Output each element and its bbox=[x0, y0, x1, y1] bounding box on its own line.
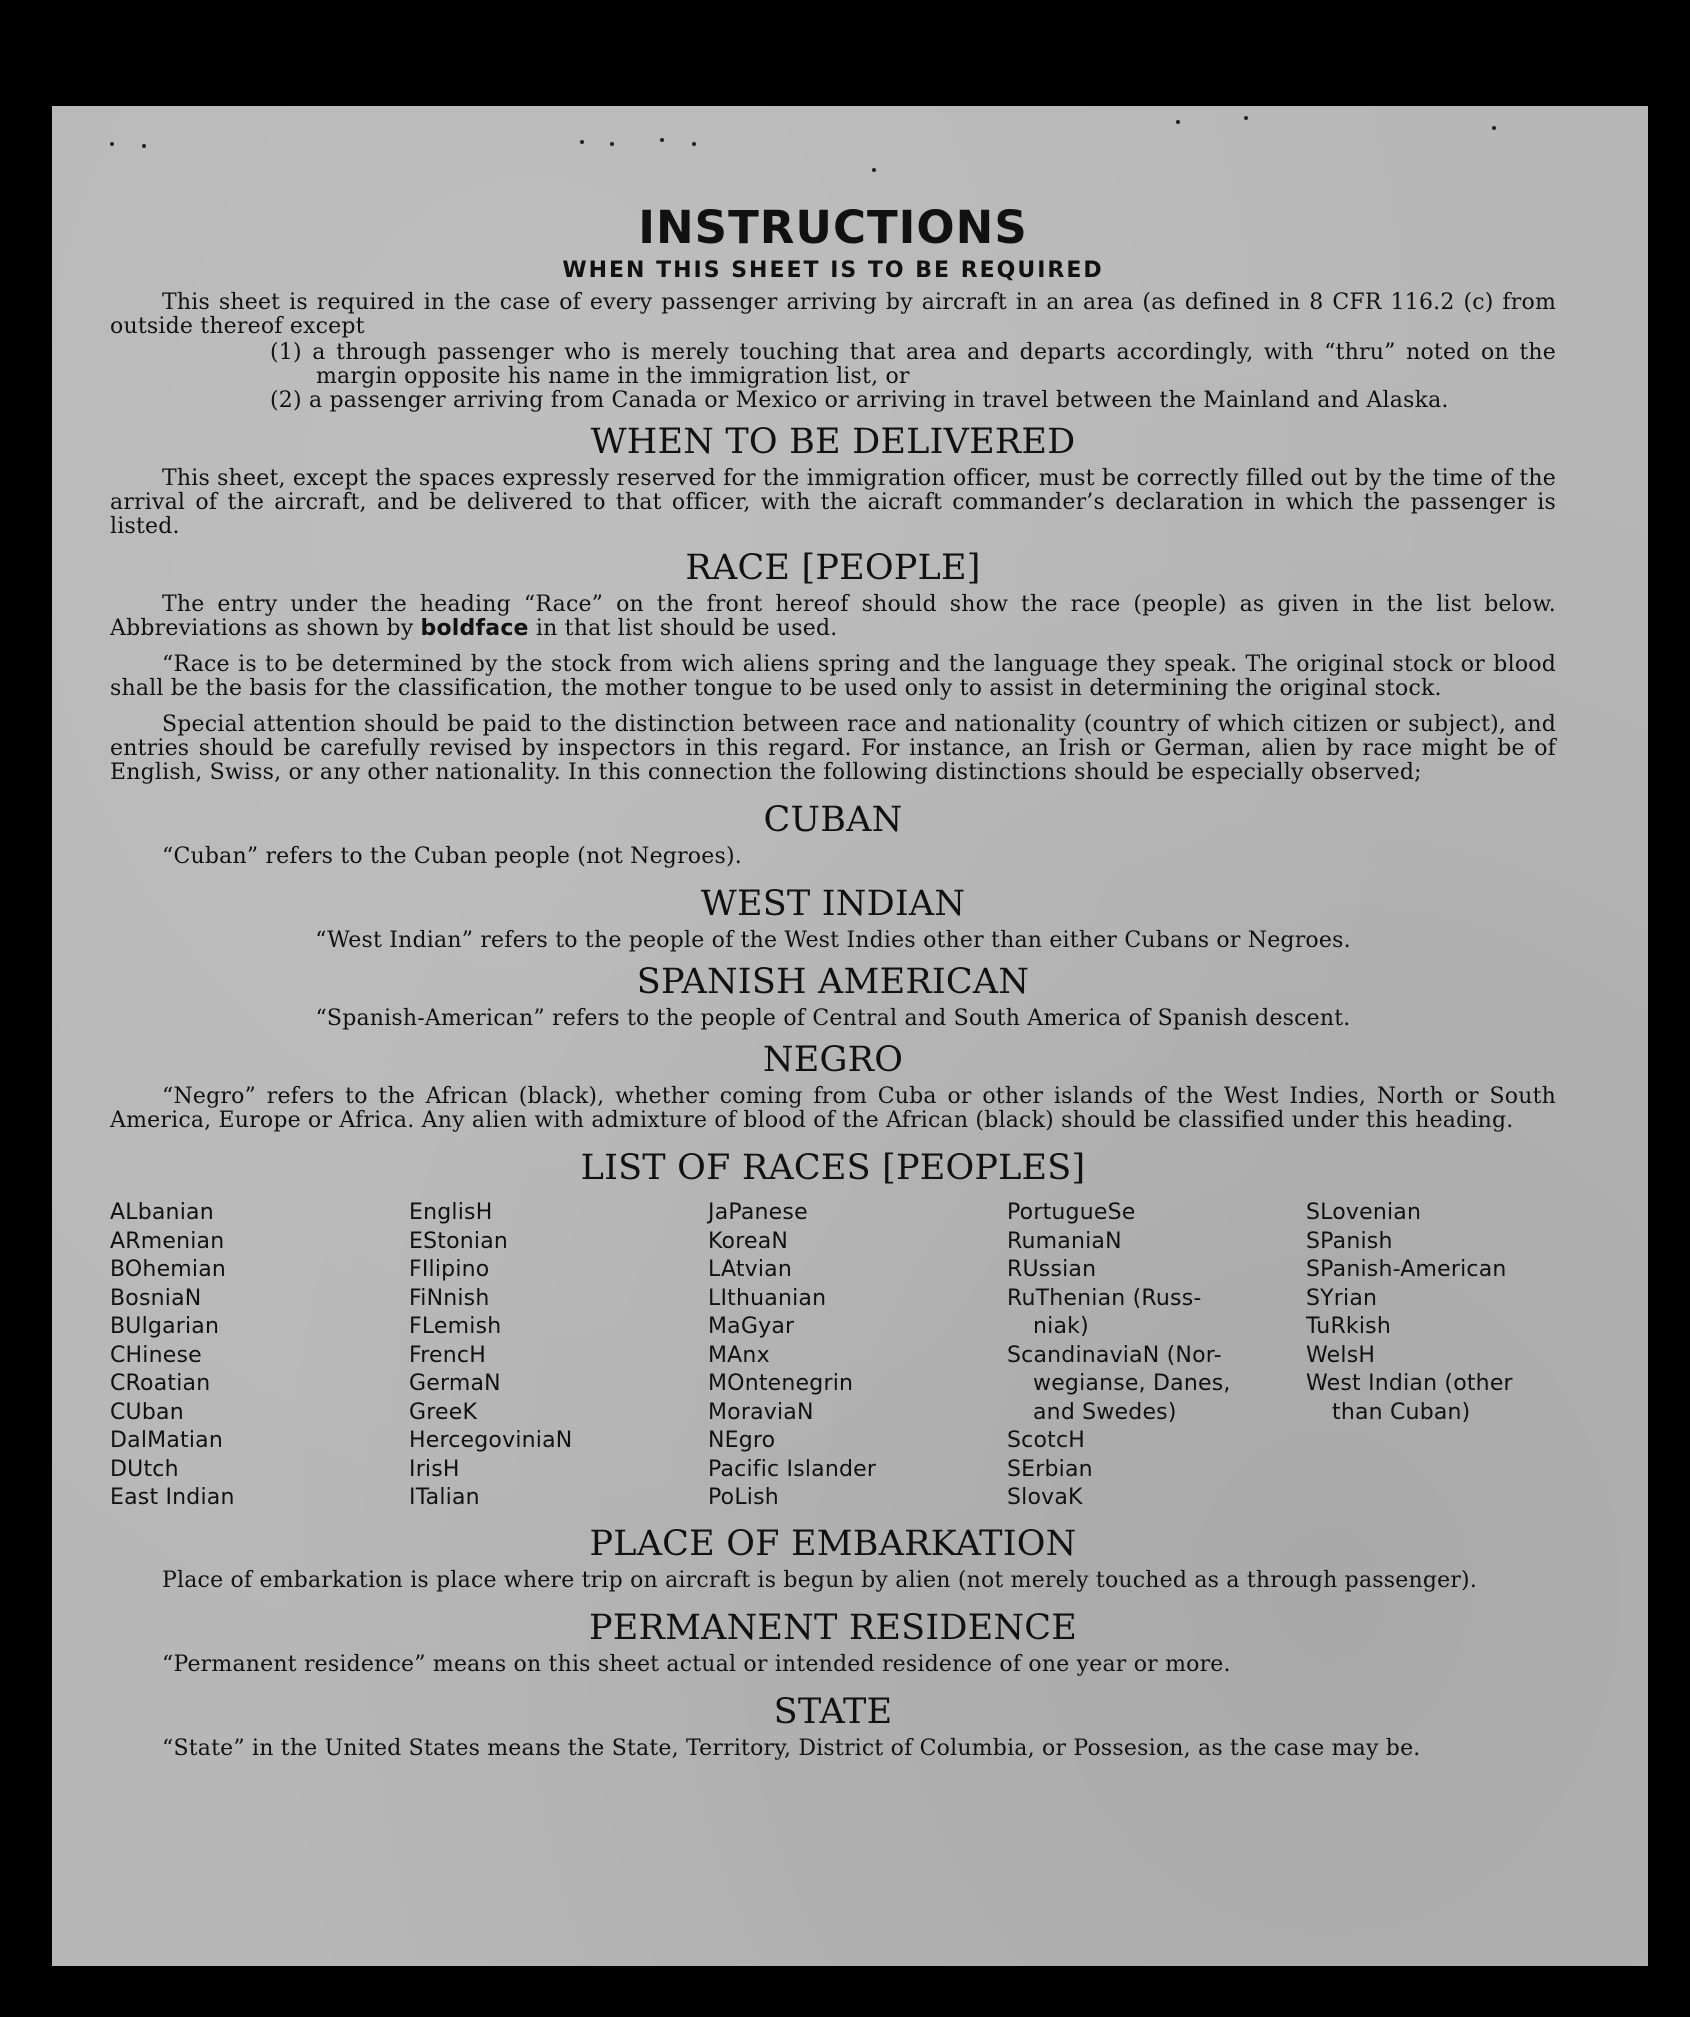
race-entry: GreeK bbox=[409, 1399, 478, 1425]
race-entry: LIthuanian bbox=[708, 1285, 827, 1311]
race-entry: SYrian bbox=[1306, 1285, 1378, 1311]
race-paragraph-1 bbox=[110, 593, 1556, 641]
race-entry: RuThenian (Russ- bbox=[1007, 1285, 1202, 1311]
race-paragraph-2: “Race is to be determined by the stock from wich aliens spring and the language they speak. The original stock or blood shall be the basis for the classification, the mother tongue to be used only to assist in determining the original stock. bbox=[110, 652, 1556, 701]
race-column-2 bbox=[409, 1199, 699, 1513]
race-entry-continued: niak) bbox=[1033, 1314, 1089, 1339]
race-entry: MAnx bbox=[708, 1342, 770, 1368]
race-entry: LAtvian bbox=[708, 1257, 793, 1282]
race-entry-continued: than Cuban) bbox=[1332, 1399, 1471, 1425]
race-entry: FiNnish bbox=[409, 1285, 490, 1311]
race-entry: SPanish bbox=[1306, 1228, 1393, 1254]
race-entry: EStonian bbox=[409, 1228, 509, 1254]
race-entry: GermaN bbox=[409, 1371, 501, 1396]
exception-2: (2) a passenger arriving from Canada or Mexico or arriving in travel between the Mainland and Alaska. bbox=[270, 388, 1449, 413]
race-entry: DalMatian bbox=[110, 1428, 223, 1453]
race-entry: WelsH bbox=[1306, 1342, 1376, 1368]
race-entry: FLemish bbox=[409, 1314, 502, 1339]
race-list bbox=[110, 1199, 1556, 1513]
race-entry: SlovaK bbox=[1007, 1485, 1083, 1510]
race-entry: EnglisH bbox=[409, 1200, 493, 1225]
race-column-3 bbox=[708, 1199, 998, 1513]
embarkation-text: Place of embarkation is place where trip on aircraft is begun by alien (not merely touched as a through passenger). bbox=[162, 1567, 1478, 1593]
race-entry: West Indian (other bbox=[1306, 1371, 1513, 1396]
race-entry: Pacific Islander bbox=[708, 1456, 877, 1482]
race-entry: CRoatian bbox=[110, 1371, 211, 1396]
race-entry: CHinese bbox=[110, 1342, 202, 1368]
race-entry: ScandinaviaN (Nor- bbox=[1007, 1342, 1222, 1368]
race-entry: SPanish-American bbox=[1306, 1257, 1507, 1282]
race-p1-bold: boldface bbox=[420, 616, 529, 641]
exception-1: (1) a through passenger who is merely touching that area and departs accordingly, with “thru” noted on the margin opposite his name in the immigration list, or bbox=[270, 340, 1556, 389]
race-entry: ITalian bbox=[409, 1485, 480, 1510]
heading-list-of-races: LIST OF RACES [PEOPLES] bbox=[580, 1148, 1086, 1188]
heading-race: RACE [PEOPLE] bbox=[685, 548, 981, 588]
race-column-5 bbox=[1306, 1199, 1556, 1513]
race-entry: DUtch bbox=[110, 1456, 179, 1482]
race-entry: MaGyar bbox=[708, 1314, 795, 1339]
negro-text: “Negro” refers to the African (black), whether coming from Cuba or other islands of the West Indies, North or South America, Europe or Africa. Any alien with admixture of blood of the African (black) should be classified under this heading. bbox=[110, 1084, 1556, 1133]
race-entry: RumaniaN bbox=[1007, 1228, 1122, 1254]
race-entry: ScotcH bbox=[1007, 1428, 1085, 1453]
delivered-text: This sheet, except the spaces expressly reserved for the immigration officer, must be correctly filled out by the time of the arrival of the aircraft, and be delivered to that officer, with the aicraft commander’s declaration in which the passenger is listed. bbox=[110, 466, 1556, 539]
race-entry: TuRkish bbox=[1306, 1314, 1391, 1339]
heading-when-delivered: WHEN TO BE DELIVERED bbox=[590, 422, 1076, 462]
race-entry: MOntenegrin bbox=[708, 1371, 854, 1396]
spanish-american-text: “Spanish-American” refers to the people of Central and South America of Spanish descent. bbox=[315, 1006, 1351, 1031]
race-entry: FIlipino bbox=[409, 1257, 490, 1282]
race-entry: SLovenian bbox=[1306, 1200, 1422, 1225]
race-p1-before: The entry under the heading “Race” on the front hereof should show the race (people) as given in the list below. Abbreviations as shown by bbox=[110, 592, 1556, 641]
race-entry: East Indian bbox=[110, 1485, 235, 1510]
race-entry: IrisH bbox=[409, 1456, 460, 1482]
state-text: “State” in the United States means the State, Territory, District of Columbia, or Possesion, as the case may be. bbox=[162, 1735, 1421, 1761]
race-entry: RUssian bbox=[1007, 1257, 1097, 1282]
race-p1-after: in that list should be used. bbox=[528, 616, 838, 641]
instruction-sheet bbox=[52, 106, 1648, 1966]
race-entry: NEgro bbox=[708, 1428, 776, 1453]
heading-west-indian: WEST INDIAN bbox=[700, 884, 966, 924]
race-entry: ALbanian bbox=[110, 1200, 214, 1225]
race-entry: JaPanese bbox=[708, 1200, 808, 1225]
residence-text: “Permanent residence” means on this sheet actual or intended residence of one year or more. bbox=[162, 1651, 1231, 1677]
race-entry: KoreaN bbox=[708, 1228, 789, 1254]
race-entry: SErbian bbox=[1007, 1456, 1093, 1482]
race-column-1 bbox=[110, 1199, 400, 1513]
heading-permanent-residence: PERMANENT RESIDENCE bbox=[589, 1607, 1077, 1648]
heading-spanish-american: SPANISH AMERICAN bbox=[636, 962, 1030, 1002]
race-entry: HercegoviniaN bbox=[409, 1428, 573, 1453]
heading-embarkation: PLACE OF EMBARKATION bbox=[589, 1523, 1077, 1564]
race-entry: PortugueSe bbox=[1007, 1200, 1136, 1225]
required-intro: This sheet is required in the case of every passenger arriving by aircraft in an area (as defined in 8 CFR 116.2 (c) from outside thereof except bbox=[110, 290, 1556, 339]
race-entry: MoraviaN bbox=[708, 1399, 814, 1425]
race-column-4 bbox=[1007, 1199, 1297, 1513]
page-title: INSTRUCTIONS bbox=[638, 201, 1028, 254]
race-entry: ARmenian bbox=[110, 1228, 225, 1254]
race-entry: BUlgarian bbox=[110, 1314, 220, 1339]
cuban-text: “Cuban” refers to the Cuban people (not Negroes). bbox=[162, 844, 742, 869]
document-body bbox=[110, 201, 1556, 1773]
heading-cuban: CUBAN bbox=[763, 800, 903, 840]
race-entry-continued: and Swedes) bbox=[1033, 1399, 1177, 1425]
race-entry: FrencH bbox=[409, 1342, 486, 1368]
heading-negro: NEGRO bbox=[762, 1040, 904, 1080]
west-indian-text: “West Indian” refers to the people of the West Indies other than either Cubans or Negroes. bbox=[315, 928, 1351, 953]
heading-state: STATE bbox=[773, 1691, 893, 1732]
page-subtitle: WHEN THIS SHEET IS TO BE REQUIRED bbox=[562, 258, 1104, 283]
race-paragraph-3: Special attention should be paid to the distinction between race and nationality (country of which citizen or subject), and entries should be carefully revised by inspectors in this regard. For instance, an Irish or German, alien by race might be of English, Swiss, or any other nationality. In this connection the following distinctions should be especially observed; bbox=[110, 712, 1556, 785]
race-entry: CUban bbox=[110, 1399, 184, 1425]
race-entry: BOhemian bbox=[110, 1257, 227, 1282]
race-entry-continued: wegianse, Danes, bbox=[1033, 1371, 1231, 1396]
race-entry: BosniaN bbox=[110, 1285, 202, 1311]
race-entry: PoLish bbox=[708, 1485, 779, 1510]
